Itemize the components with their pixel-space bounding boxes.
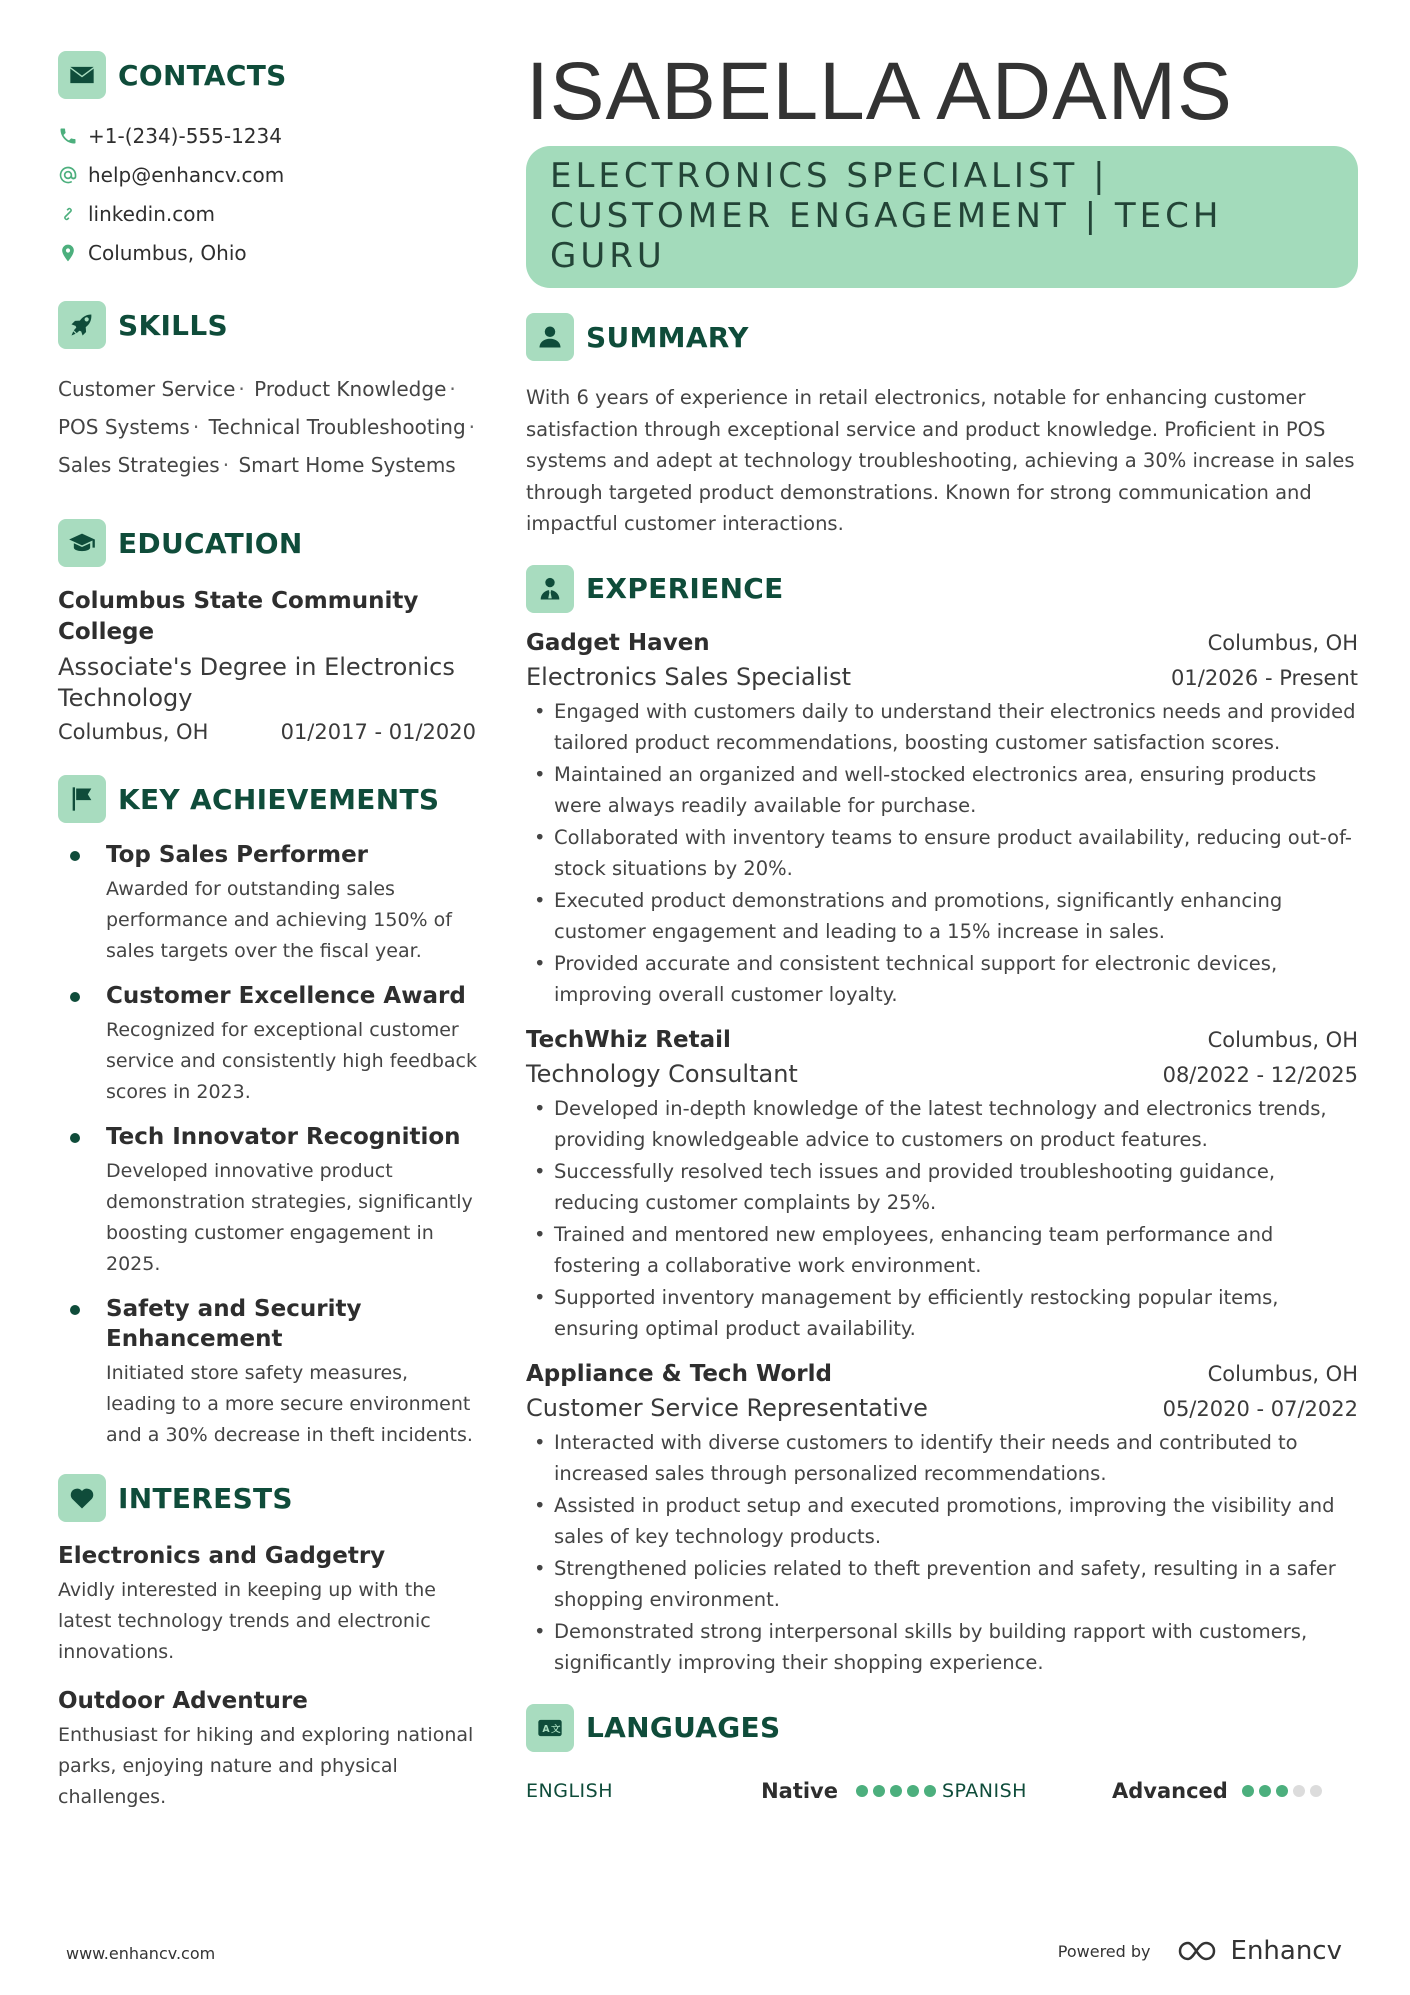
job-row xyxy=(526,660,1358,694)
at-icon xyxy=(58,165,78,185)
contact-email xyxy=(58,155,483,194)
rating-dot-filled xyxy=(890,1785,902,1797)
skill-separator: · xyxy=(468,415,475,439)
languages-header xyxy=(526,1703,1358,1753)
achievements-section xyxy=(58,774,483,1451)
job-bullet: • Developed in-depth knowledge of the latest technology and electronics trends, providing knowledgeable advice to customers on product features. xyxy=(526,1093,1358,1156)
education-entry xyxy=(58,586,483,744)
skills-list xyxy=(58,370,483,484)
job-entry xyxy=(526,1357,1358,1679)
job-company: TechWhiz Retail xyxy=(526,1026,731,1053)
job-bullet: • Executed product demonstrations and promotions, significantly enhancing customer engagement and leading to a 15% increase in sales. xyxy=(526,885,1358,948)
map-pin-icon xyxy=(58,243,78,263)
heart-icon xyxy=(58,1474,106,1522)
achievement-item xyxy=(58,981,483,1108)
link-icon xyxy=(58,204,78,224)
skill-item: Customer Service xyxy=(58,377,236,401)
job-bullet: • Strengthened policies related to theft prevention and safety, resulting in a safer shopping environment. xyxy=(526,1553,1358,1616)
job-location: Columbus, OH xyxy=(1207,1027,1358,1052)
left-column xyxy=(58,50,483,1813)
contact-phone xyxy=(58,116,483,155)
skill-separator: · xyxy=(222,453,230,477)
job-bullet: • Assisted in product setup and executed promotions, improving the visibility and sales of key technology products. xyxy=(526,1490,1358,1553)
achievement-item xyxy=(58,840,483,967)
job-bullet: • Trained and mentored new employees, enhancing team performance and fostering a collaborative work environment. xyxy=(526,1219,1358,1282)
phone-text[interactable]: +1-(234)-555-1234 xyxy=(88,123,282,148)
job-entry xyxy=(526,1023,1358,1345)
language-rating xyxy=(1242,1785,1327,1797)
contacts-list xyxy=(58,116,483,272)
language-name: ENGLISH xyxy=(526,1779,613,1802)
bullet-dot xyxy=(70,992,80,1002)
candidate-name: ISABELLA ADAMS xyxy=(526,46,1233,137)
achievement-desc: Initiated store safety measures, leading to a more secure environment and a 30% decrease in theft incidents. xyxy=(106,1362,473,1446)
rating-dot-filled xyxy=(924,1785,936,1797)
job-bullet: • Successfully resolved tech issues and provided troubleshooting guidance, reducing customer complaints by 25%. xyxy=(526,1156,1358,1219)
achievement-desc: Developed innovative product demonstration strategies, significantly boosting customer engagement in 2025. xyxy=(106,1160,473,1275)
right-column xyxy=(526,46,1358,1803)
skills-section xyxy=(58,300,483,484)
rating-dot-filled xyxy=(1276,1785,1288,1797)
skill-separator: · xyxy=(238,377,245,401)
job-role: Customer Service Representative xyxy=(526,1393,928,1422)
interests-title: INTERESTS xyxy=(118,1481,293,1515)
skill-item: POS Systems xyxy=(58,415,190,439)
job-bullets xyxy=(526,1093,1358,1345)
achievements-title: KEY ACHIEVEMENTS xyxy=(118,782,440,816)
footer-website[interactable]: www.enhancv.com xyxy=(66,1944,216,1963)
rating-dot-filled xyxy=(873,1785,885,1797)
rating-dot-empty xyxy=(1310,1785,1322,1797)
job-bullet: • Interacted with diverse customers to identify their needs and contributed to increased sales through personalized recommendations. xyxy=(526,1427,1358,1490)
bullet-dot xyxy=(70,1305,80,1315)
job-bullet: • Engaged with customers daily to understand their electronics needs and provided tailored product recommendations, boosting customer satisfaction scores. xyxy=(526,696,1358,759)
summary-title: SUMMARY xyxy=(586,320,749,354)
contact-linkedin xyxy=(58,194,483,233)
job-bullet: • Provided accurate and consistent technical support for electronic devices, improving overall customer loyalty. xyxy=(526,948,1358,1011)
language-rating xyxy=(856,1785,941,1797)
contacts-title: CONTACTS xyxy=(118,58,287,92)
contact-location xyxy=(58,233,483,272)
job-role: Technology Consultant xyxy=(526,1059,798,1088)
location-text: Columbus, Ohio xyxy=(88,240,247,265)
footer-branding xyxy=(1058,1936,1342,1966)
achievements-header xyxy=(58,774,483,824)
language-name: SPANISH xyxy=(942,1779,1027,1802)
job-bullet: • Maintained an organized and well-stocked electronics area, ensuring products were always readily available for purchase. xyxy=(526,759,1358,822)
achievement-title: Top Sales Performer xyxy=(106,842,369,868)
degree-name: Associate's Degree in Electronics Technology xyxy=(58,653,455,712)
job-company: Gadget Haven xyxy=(526,629,710,656)
bullet-dot xyxy=(70,851,80,861)
user-icon xyxy=(526,313,574,361)
languages-list xyxy=(526,1779,1358,1803)
achievement-item xyxy=(58,1294,483,1451)
translate-icon xyxy=(526,1704,574,1752)
achievement-desc: Awarded for outstanding sales performance and achieving 150% of sales targets over the fiscal year. xyxy=(106,878,452,962)
summary-section xyxy=(526,312,1358,540)
skill-item: Smart Home Systems xyxy=(238,453,456,477)
job-row xyxy=(526,1391,1358,1425)
job-bullet: • Collaborated with inventory teams to ensure product availability, reducing out-of-stock situations by 20%. xyxy=(526,822,1358,885)
svg-text:A: A xyxy=(542,1723,550,1735)
headline-banner: ELECTRONICS SPECIALIST | CUSTOMER ENGAGEMENT | TECH GURU xyxy=(526,146,1358,288)
job-bullet: • Demonstrated strong interpersonal skills by building rapport with customers, significantly improving their shopping experience. xyxy=(526,1616,1358,1679)
rating-dot-filled xyxy=(856,1785,868,1797)
skill-item: Sales Strategies xyxy=(58,453,220,477)
job-bullet: • Supported inventory management by efficiently restocking popular items, ensuring optimal product availability. xyxy=(526,1282,1358,1345)
experience-title: EXPERIENCE xyxy=(586,572,784,605)
powered-by-label: Powered by xyxy=(1057,1941,1151,1961)
graduation-cap-icon xyxy=(58,519,106,567)
svg-text:文: 文 xyxy=(551,1723,561,1735)
brand-logo[interactable] xyxy=(1177,1936,1342,1966)
education-header xyxy=(58,518,483,568)
job-row xyxy=(526,626,1358,660)
job-entry xyxy=(526,626,1358,1011)
contacts-section xyxy=(58,50,483,272)
brand-name: Enhancv xyxy=(1230,1936,1342,1966)
language-level: Native xyxy=(761,1778,838,1803)
achievements-list xyxy=(58,840,483,1451)
job-bullets xyxy=(526,1427,1358,1679)
job-row xyxy=(526,1357,1358,1391)
rating-dot-filled xyxy=(1242,1785,1254,1797)
interest-desc: Enthusiast for hiking and exploring national parks, enjoying nature and physical challenges. xyxy=(58,1724,474,1808)
job-bullets xyxy=(526,696,1358,1011)
email-text[interactable]: help@enhancv.com xyxy=(88,162,285,187)
job-dates: 05/2020 - 07/2022 xyxy=(1162,1396,1358,1421)
experience-header xyxy=(526,564,1358,614)
skills-title: SKILLS xyxy=(118,308,228,342)
job-row xyxy=(526,1057,1358,1091)
interest-title: Outdoor Adventure xyxy=(58,1688,308,1714)
language-level: Advanced xyxy=(1112,1778,1228,1803)
achievement-title: Customer Excellence Award xyxy=(106,983,466,1009)
language-item xyxy=(526,1779,942,1803)
briefcase-user-icon xyxy=(526,565,574,613)
contacts-header xyxy=(58,50,483,100)
achievement-item xyxy=(58,1122,483,1280)
languages-section xyxy=(526,1703,1358,1803)
job-company: Appliance & Tech World xyxy=(526,1360,832,1387)
education-section xyxy=(58,518,483,744)
languages-title: LANGUAGES xyxy=(586,1711,781,1744)
interests-section xyxy=(58,1473,483,1813)
interest-item xyxy=(58,1686,483,1813)
skill-separator: · xyxy=(449,377,456,401)
interests-header xyxy=(58,1473,483,1523)
rocket-icon xyxy=(58,301,106,349)
job-location: Columbus, OH xyxy=(1207,1361,1358,1386)
enhancv-logo-icon xyxy=(1177,1938,1223,1964)
language-item xyxy=(942,1779,1358,1803)
summary-header xyxy=(526,312,1358,362)
job-location: Columbus, OH xyxy=(1207,630,1358,655)
education-location: Columbus, OH xyxy=(58,720,209,744)
rating-dot-empty xyxy=(1293,1785,1305,1797)
achievement-desc: Recognized for exceptional customer service and consistently high feedback scores in 2023. xyxy=(106,1019,478,1103)
experience-section xyxy=(526,564,1358,1679)
summary-text: With 6 years of experience in retail electronics, notable for enhancing customer satisfaction through exceptional service and product knowledge. Proficient in POS systems and adept at technology troubleshooting, achieving a 30% increase in sales through targeted product demonstrations. Known for strong communication and impactful customer interactions. xyxy=(526,386,1355,535)
school-name: Columbus State Community College xyxy=(58,588,419,645)
envelope-icon xyxy=(58,51,106,99)
job-role: Electronics Sales Specialist xyxy=(526,662,851,691)
rating-dot-filled xyxy=(1259,1785,1271,1797)
education-dates: 01/2017 - 01/2020 xyxy=(280,720,476,744)
linkedin-text[interactable]: linkedin.com xyxy=(88,201,215,226)
interest-item xyxy=(58,1541,483,1668)
education-meta xyxy=(58,720,476,744)
phone-icon xyxy=(58,126,78,146)
skill-separator: · xyxy=(192,415,200,439)
interest-desc: Avidly interested in keeping up with the latest technology trends and electronic innovations. xyxy=(58,1579,436,1663)
rating-dot-filled xyxy=(907,1785,919,1797)
skill-item: Technical Troubleshooting xyxy=(208,415,466,439)
job-dates: 08/2022 - 12/2025 xyxy=(1162,1062,1358,1087)
skill-item: Product Knowledge xyxy=(254,377,447,401)
interest-title: Electronics and Gadgetry xyxy=(58,1543,386,1569)
bullet-dot xyxy=(70,1133,80,1143)
job-row xyxy=(526,1023,1358,1057)
flag-icon xyxy=(58,775,106,823)
achievement-title: Tech Innovator Recognition xyxy=(106,1124,461,1150)
achievement-title: Safety and Security Enhancement xyxy=(106,1296,362,1352)
skills-header xyxy=(58,300,483,350)
education-title: EDUCATION xyxy=(118,526,303,560)
job-dates: 01/2026 - Present xyxy=(1171,665,1358,690)
